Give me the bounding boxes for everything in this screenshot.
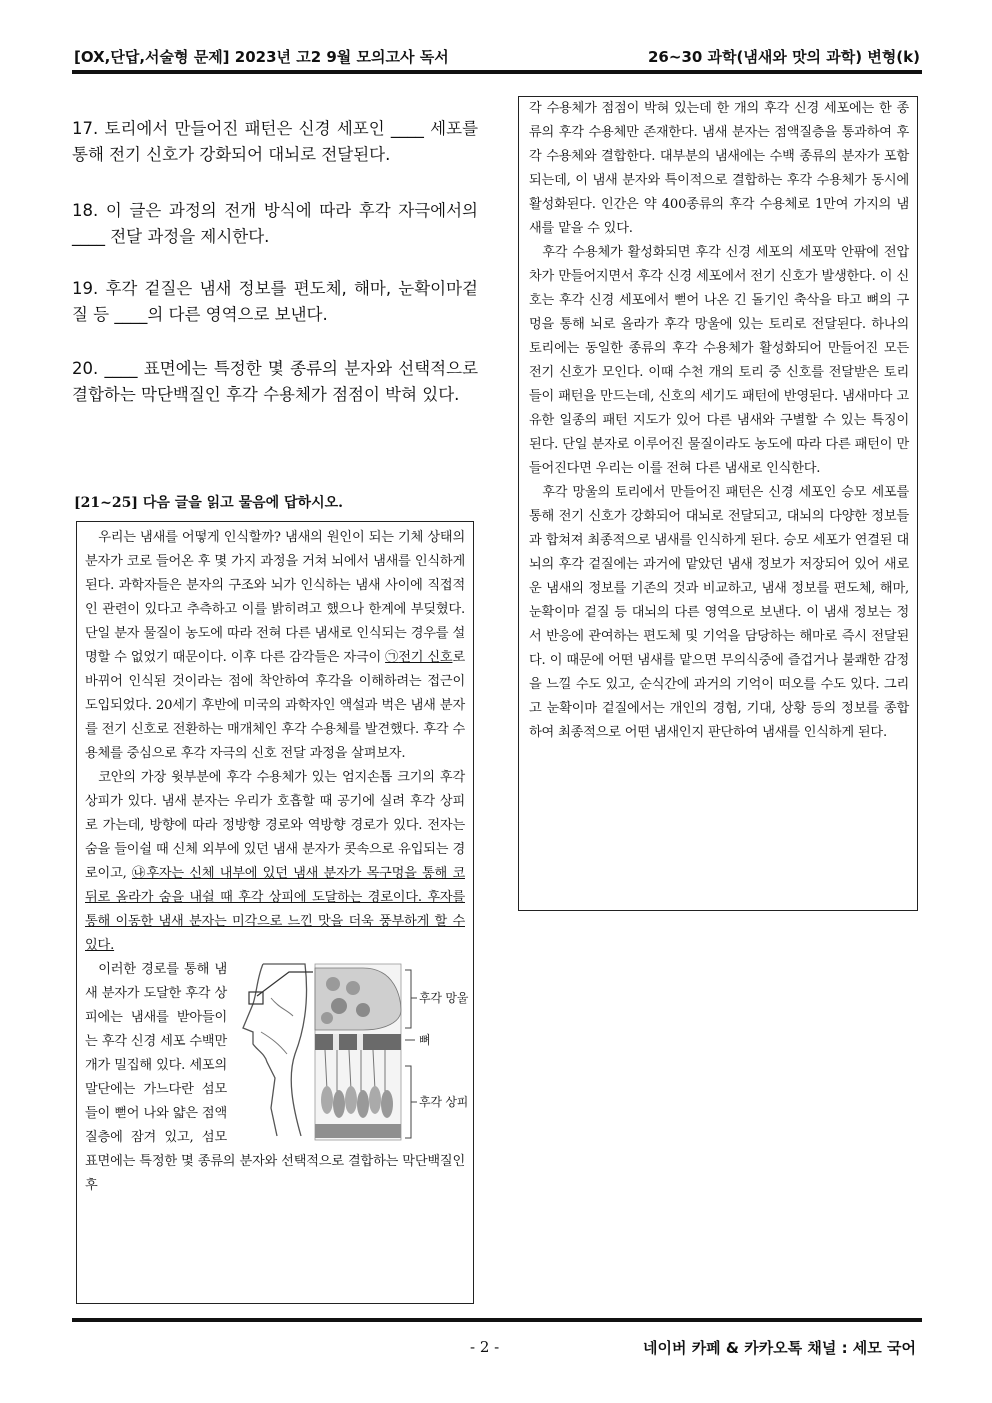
passage-box-left: [76, 521, 474, 1304]
underlined-passage: ㉯후자는 신체 내부에 있던 냄새 분자가 목구멍을 통해 코 뒤로 올라가 숨을 내쉴 때 후각 상피에 도달하는 경로이다. 후자를 통해 이동한 냄새 분자는 미각으로 느낀 맛을 더욱 풍부하게 할 수 있다.: [85, 866, 465, 953]
passage-paragraph-2: 코안의 가장 윗부분에 후각 수용체가 있는 엄지손톱 크기의 후각 상피가 있다. 냄새 분자는 우리가 호흡할 때 공기에 실려 후각 상피로 가는데, 방향에 따라 정방향 경로와 역방향 경로가 있다. 전자는 숨을 들이쉴 때 신체 외부에 있던 냄새 분자가 콧속으로 유입되는 경로이고, ㉯후자는 신체 내부에 있던 냄새 분자가 목구멍을 통해 코 뒤로 올라가 숨을 내쉴 때 후각 상피에 도달하는 경로이다. 후자를 통해 이동한 냄새 분자는 미각으로 느낀 맛을 더욱 풍부하게 할 수 있다.: [85, 770, 465, 953]
label-olfactory-bulb: 후각 망울: [419, 991, 469, 1005]
passage-paragraph-4: 각 수용체가 점점이 박혀 있는데 한 개의 후각 신경 세포에는 한 종류의 후각 수용체만 존재한다. 냄새 분자는 점액질층을 통과하여 후각 수용체와 결합한다. 대부분의 냄새에는 수백 종류의 분자가 포함되는데, 이 냄새 분자와 특이적으로 결합하는 후각 수용체가 동시에 활성화된다. 인간은 약 400종류의 후각 수용체로 1만여 가지의 냄새를 맡을 수 있다.: [529, 101, 909, 236]
question-18: 18. 이 글은 과정의 전개 방식에 따라 후각 자극에서의 ____ 전달 과정을 제시한다.: [72, 201, 478, 246]
question-19: 19. 후각 겉질은 냄새 정보를 편도체, 해마, 눈확이마겉질 등 ____의 다른 영역으로 보낸다.: [72, 279, 478, 324]
passage-paragraph-5: 후각 수용체가 활성화되면 후각 신경 세포의 세포막 안팎에 전압 차가 만들어지면서 후각 신경 세포에서 전기 신호가 발생한다. 이 신호는 후각 신경 세포에서 뻗어 나온 긴 돌기인 축삭을 타고 뼈의 구멍을 통해 뇌로 올라가 후각 망울에 있는 토리로 전달된다. 하나의 토리에는 동일한 종류의 후각 수용체가 활성화되어 만들어진 모든 전기 신호가 모인다. 이때 수천 개의 토리 중 신호를 전달받은 토리들이 패턴을 만드는데, 신호의 세기도 패턴에 반영된다. 냄새마다 고유한 일종의 패턴 지도가 있어 다른 냄새와 구별할 수 있는 특징이 된다. 단일 분자로 이루어진 물질이라도 농도에 따라 다른 패턴이 만들어진다면 우리는 이를 전혀 다른 냄새로 인식한다.: [529, 245, 909, 476]
label-bone: 뼈: [419, 1033, 431, 1047]
olfactory-figure: [235, 958, 473, 1148]
passage-paragraph-3: 후각 망울 뼈 후각 상피 이러한 경로를 통해 냄새 분자가 도달한 후각 상피에는 냄새를 받아들이는 후각 신경 세포 수백만 개가 밀집해 있다. 세포의 말단에는 가느다란 섬모들이 뻗어 나와 얇은 점액질층에 잠겨 있고, 섬모 표면에는 특정한 몇 종류의 분자와 선택적으로 결합하는 막단백질인 후: [85, 958, 465, 1198]
footer-divider: [72, 1318, 922, 1322]
passage-box-right: [518, 96, 918, 911]
footer-channel: 네이버 카페 & 카카오톡 채널 : 세모 국어: [643, 1339, 916, 1357]
olfactory-diagram: [235, 958, 473, 1148]
header-title: [OX,단답,서술형 문제] 2023년 고2 9월 모의고사 독서: [74, 48, 449, 66]
label-olfactory-epithelium: 후각 상피: [419, 1095, 469, 1109]
header-subtitle: 26~30 과학(냄새와 맛의 과학) 변형(k): [648, 48, 920, 66]
section-heading: [21~25] 다음 글을 읽고 물음에 답하시오.: [74, 495, 343, 511]
passage-paragraph-6: 후각 망울의 토리에서 만들어진 패턴은 신경 세포인 승모 세포를 통해 전기 신호가 강화되어 대뇌로 전달되고, 대뇌의 다양한 정보들과 합쳐져 최종적으로 냄새를 인식하게 된다. 승모 세포가 연결된 대뇌의 후각 겉질에는 과거에 맡았던 냄새 정보가 저장되어 있어 새로운 냄새의 정보를 기존의 것과 비교하고, 냄새 정보를 편도체, 해마, 눈확이마 겉질 등 대뇌의 다른 영역으로 보낸다. 이 냄새 정보는 정서 반응에 관여하는 편도체 및 기억을 담당하는 해마로 즉시 전달된다. 이 때문에 어떤 냄새를 맡으면 무의식중에 즐겁거나 불쾌한 감정을 느낄 수도 있고, 순식간에 과거의 기억이 떠오를 수도 있다. 그리고 눈확이마 겉질에서는 개인의 경험, 기대, 상황 등의 정보를 종합하여 최종적으로 어떤 냄새인지 판단하여 냄새를 인식하게 된다.: [529, 485, 909, 740]
header-divider: [72, 70, 922, 74]
question-17: 17. 토리에서 만들어진 패턴은 신경 세포인 ____ 세포를 통해 전기 신호가 강화되어 대뇌로 전달된다.: [72, 119, 479, 164]
question-20: 20. ____ 표면에는 특정한 몇 종류의 분자와 선택적으로 결합하는 막단백질인 후각 수용체가 점점이 박혀 있다.: [72, 359, 479, 404]
passage-paragraph-1: 우리는 냄새를 어떻게 인식할까? 냄새의 원인이 되는 기체 상태의 분자가 코로 들어온 후 몇 가지 과정을 거쳐 뇌에서 냄새를 인식하게 된다. 과학자들은 분자의 구조와 뇌가 인식하는 냄새 사이에 직접적인 관련이 있다고 추측하고 이를 밝히려고 했으나 한계에 부딪혔다. 단일 분자 물질이 농도에 따라 전혀 다른 냄새로 인식되는 경우를 설명할 수 없었기 때문이다. 이후 다른 감각들은 자극이 ㉠전기 신호로 바뀌어 인식된 것이라는 점에 착안하여 후각을 이해하려는 접근이 도입되었다. 20세기 후반에 미국의 과학자인 액설과 벅은 냄새 분자를 전기 신호로 전환하는 매개체인 후각 수용체를 발견했다. 후각 수용체를 중심으로 후각 자극의 신호 전달 과정을 살펴보자.: [85, 530, 465, 761]
page-number: - 2 -: [470, 1338, 500, 1356]
